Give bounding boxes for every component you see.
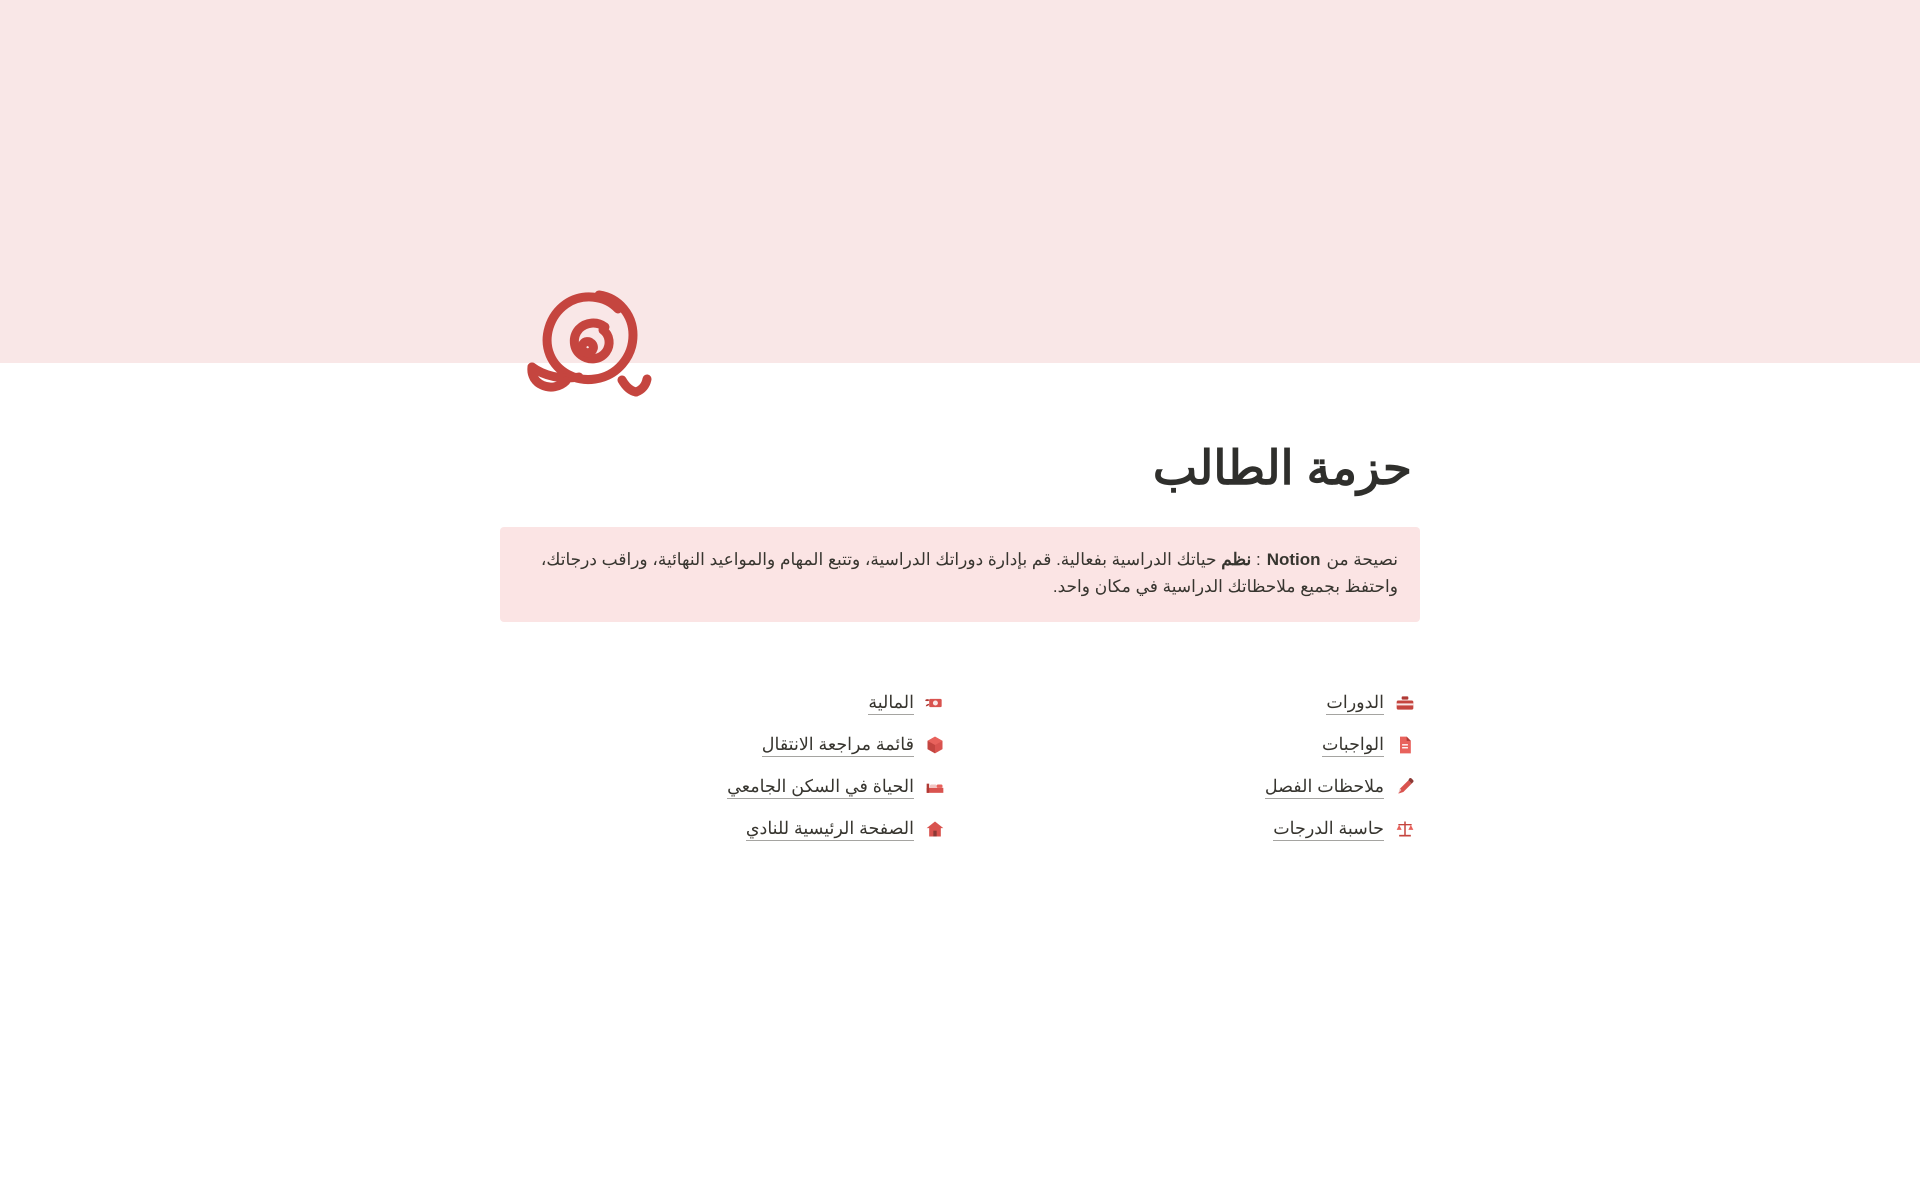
package-box-icon (924, 734, 946, 756)
list-item[interactable] (500, 808, 950, 850)
pencil-icon (1394, 776, 1416, 798)
callout-body: حياتك الدراسية بفعالية. قم بإدارة دوراتك الدراسية، وتتبع المهام والمواعيد النهائية، وراقب درجاتك، واحتفظ بجميع ملاحظاتك الدراسية في مكان واحد. (540, 550, 1398, 596)
file-document-icon (1394, 734, 1416, 756)
list-item[interactable] (500, 682, 950, 724)
page-content (0, 440, 1920, 850)
link-label[interactable]: قائمة مراجعة الانتقال (762, 734, 914, 757)
link-label[interactable]: الدورات (1326, 692, 1384, 715)
link-label[interactable]: الحياة في السكن الجامعي (727, 776, 914, 799)
callout-bold-word: نظم (1221, 550, 1252, 570)
link-columns (500, 682, 1420, 850)
links-column-right (960, 682, 1420, 850)
tip-callout (500, 527, 1420, 622)
list-item[interactable] (970, 766, 1420, 808)
callout-brand: Notion (1266, 550, 1321, 570)
list-item[interactable] (500, 766, 950, 808)
page-title: حزمة الطالب (1152, 441, 1412, 494)
bed-icon (924, 776, 946, 798)
house-icon (924, 818, 946, 840)
balance-scale-icon (1394, 818, 1416, 840)
list-item[interactable] (970, 682, 1420, 724)
money-with-wings-icon (924, 692, 946, 714)
link-label[interactable]: المالية (868, 692, 914, 715)
list-item[interactable] (500, 724, 950, 766)
link-label[interactable]: الصفحة الرئيسية للنادي (746, 818, 914, 841)
callout-lead-suffix: : (1255, 550, 1261, 570)
callout-lead-label: نصيحة من (1326, 550, 1398, 570)
toolbox-icon (1394, 692, 1416, 714)
link-label[interactable]: ملاحظات الفصل (1265, 776, 1384, 799)
list-item[interactable] (970, 724, 1420, 766)
link-label[interactable]: الواجبات (1322, 734, 1384, 757)
page-cover (0, 0, 1920, 363)
snail-spiral-icon[interactable] (519, 270, 671, 402)
list-item[interactable] (970, 808, 1420, 850)
links-column-left (500, 682, 960, 850)
link-label[interactable]: حاسبة الدرجات (1273, 818, 1384, 841)
